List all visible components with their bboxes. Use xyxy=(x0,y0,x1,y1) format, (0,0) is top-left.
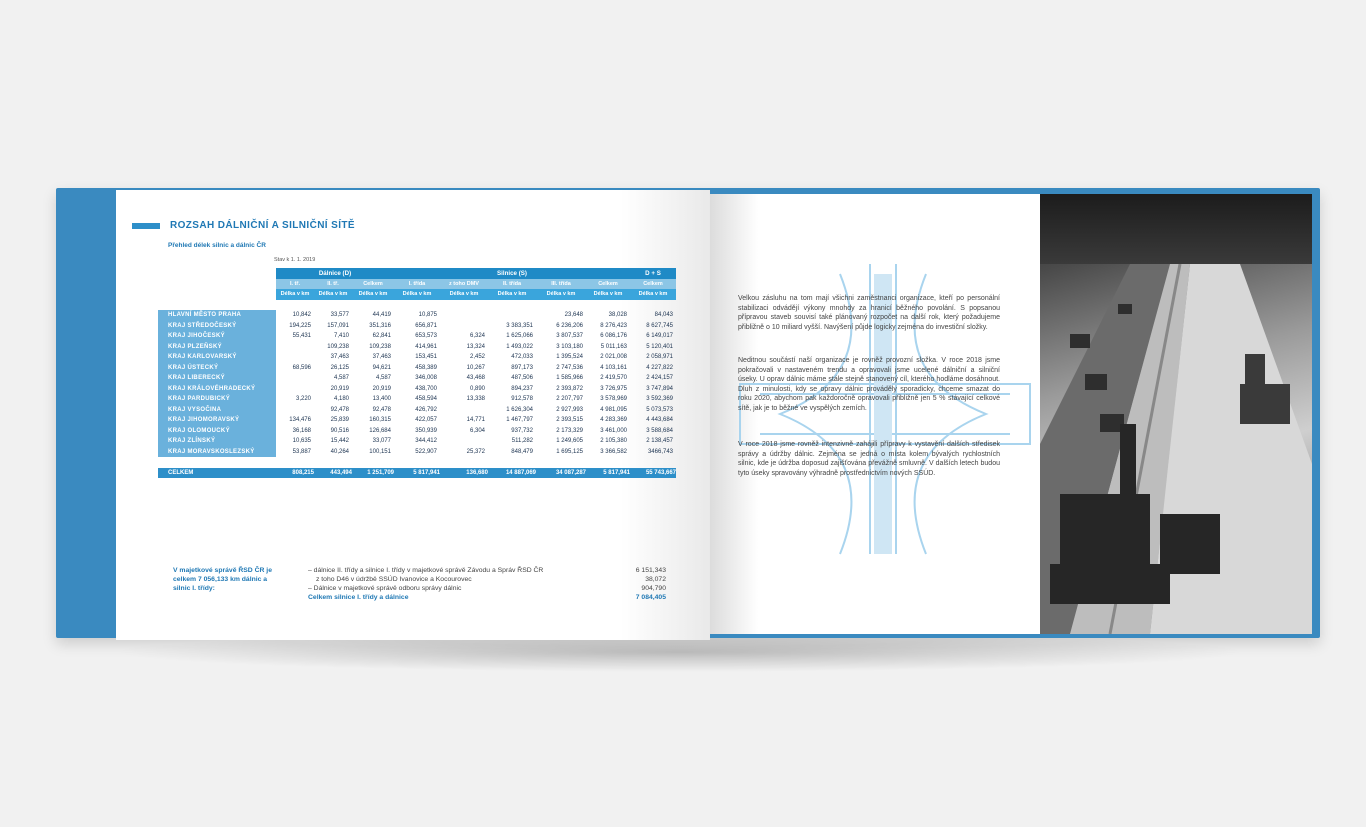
table-cell: 90,516 xyxy=(330,427,349,434)
table-row xyxy=(158,415,676,426)
table-cell: 1 493,022 xyxy=(506,343,533,350)
table-cell: 160,315 xyxy=(369,417,391,424)
table-cell: 10,842 xyxy=(292,312,311,319)
total-cell: 443,494 xyxy=(314,468,352,479)
table-cell: 3 592,369 xyxy=(646,396,673,403)
table-cell: 4 227,822 xyxy=(646,364,673,371)
table-cell: 653,573 xyxy=(415,333,437,340)
table-cell: 1 625,066 xyxy=(506,333,533,340)
group-header-silnice: Silnice (S) xyxy=(394,268,630,279)
table-cell: 511,282 xyxy=(511,438,533,445)
table-cell: 897,173 xyxy=(511,364,533,371)
section-title: ROZSAH DÁLNIČNÍ A SILNIČNÍ SÍTĚ xyxy=(170,220,355,231)
table-cell: 848,479 xyxy=(511,448,533,455)
table-cell: 37,463 xyxy=(330,354,349,361)
table-cell: 4 283,369 xyxy=(600,417,627,424)
table-cell: 2 207,797 xyxy=(556,396,583,403)
region-name: KRAJ ÚSTECKÝ xyxy=(158,363,276,374)
table-cell: 487,506 xyxy=(511,375,533,382)
unit-header: Délka v km xyxy=(394,289,440,300)
table-cell: 92,478 xyxy=(330,406,349,413)
table-cell: 1 249,605 xyxy=(556,438,583,445)
region-name: KRAJ MORAVSKOSLEZSKÝ xyxy=(158,447,276,458)
unit-header: Délka v km xyxy=(488,289,536,300)
unit-header: Délka v km xyxy=(314,289,352,300)
table-cell: 36,168 xyxy=(292,427,311,434)
table-cell: 1 467,797 xyxy=(506,417,533,424)
note-line xyxy=(308,584,666,593)
table-cell: 100,151 xyxy=(369,448,391,455)
note-text: Celkem silnice I. třídy a dálnice xyxy=(308,594,409,601)
table-cell: 426,792 xyxy=(415,406,437,413)
note-value: 38,072 xyxy=(645,576,666,583)
table-row xyxy=(158,363,676,374)
region-name: KRAJ VYSOČINA xyxy=(158,405,276,416)
region-name: KRAJ OLOMOUCKÝ xyxy=(158,426,276,437)
table-subheader-row xyxy=(158,279,676,290)
note-text: – Dálnice v majetkové správě odboru správy dálnic xyxy=(308,585,462,592)
table-row xyxy=(158,384,676,395)
table-cell xyxy=(276,352,314,363)
total-cell: 136,680 xyxy=(440,468,488,479)
table-cell: 26,125 xyxy=(330,364,349,371)
table-cell: 6 236,206 xyxy=(556,322,583,329)
table-cell: 656,871 xyxy=(415,322,437,329)
ownership-note: V majetkové správě ŘSD ČR je celkem 7 056,133 km dálnic a silnic I. třídy: xyxy=(173,567,272,592)
road-construction-photo xyxy=(1040,194,1312,634)
table-row xyxy=(158,394,676,405)
left-page xyxy=(116,190,710,640)
table-cell: 20,919 xyxy=(330,385,349,392)
table-cell: 937,732 xyxy=(511,427,533,434)
table-row xyxy=(158,426,676,437)
table-cell: 2 021,008 xyxy=(600,354,627,361)
region-name: KRAJ STŘEDOČESKÝ xyxy=(158,321,276,332)
table-cell: 3 747,894 xyxy=(646,385,673,392)
table-cell: 3466,743 xyxy=(647,448,673,455)
table-cell: 33,077 xyxy=(372,438,391,445)
table-cell: 4,180 xyxy=(333,396,349,403)
table-cell: 458,594 xyxy=(415,396,437,403)
table-cell: 8 627,745 xyxy=(646,322,673,329)
table-cell: 414,961 xyxy=(415,343,437,350)
total-cell: 1 251,709 xyxy=(352,468,394,479)
table-row xyxy=(158,352,676,363)
paragraph: Velkou zásluhu na tom mají všichni zaměstnanci organizace, kteří po personální stabilizaci odvádějí výkony mnohdy za hranicí běžného povolání. S popsanou přípravou staveb souvisí také plánovaný rozpočet na další rok, který požadujeme přibližně o 10 miliard vyšší. Navýšení půjde logicky zejména do investiční složky. xyxy=(738,295,1000,331)
section-heading xyxy=(132,220,355,231)
table-cell: 5 120,401 xyxy=(646,343,673,350)
table-cell: 8 276,423 xyxy=(600,322,627,329)
subheader: III. třída xyxy=(536,279,586,290)
table-row xyxy=(158,310,676,321)
table-cell: 422,057 xyxy=(415,417,437,424)
table-total-row xyxy=(158,468,676,479)
table-cell: 3 366,582 xyxy=(600,448,627,455)
table-cell: 344,412 xyxy=(415,438,437,445)
table-subtitle: Přehled délek silnic a dálnic ČR xyxy=(168,242,266,249)
table-cell: 37,463 xyxy=(372,354,391,361)
unit-header: Délka v km xyxy=(352,289,394,300)
table-cell: 350,939 xyxy=(415,427,437,434)
total-cell: 5 817,941 xyxy=(394,468,440,479)
table-cell: 6 149,017 xyxy=(646,333,673,340)
table-cell: 2 173,329 xyxy=(556,427,583,434)
table-cell: 40,264 xyxy=(330,448,349,455)
table-cell: 68,596 xyxy=(292,364,311,371)
subheader: I. třída xyxy=(394,279,440,290)
table-cell: 20,919 xyxy=(372,385,391,392)
table-row xyxy=(158,405,676,416)
table-cell: 4,587 xyxy=(375,375,391,382)
table-cell: 912,578 xyxy=(511,396,533,403)
total-cell: 808,215 xyxy=(276,468,314,479)
unit-header: Délka v km xyxy=(630,289,676,300)
heading-bar xyxy=(132,223,160,229)
total-cell: 14 887,069 xyxy=(488,468,536,479)
note-text: z toho D46 v údržbě SSÚD Ivanovice a Kocourovec xyxy=(316,576,472,583)
table-cell: 84,043 xyxy=(654,312,673,319)
paragraph: Neditnou součástí naší organizace je rovněž provozní složka. V roce 2018 jsme pokračovali v nastaveném trendu a opravovali jsme ucelené dálniční a silniční úseky. U oprav dálnic máme stále stejně stanovený cíl, kterého hodláme dosáhnout. Dluh z minulosti, kdy se opravy dálnic prováděly sporadicky, chceme smazat do roku 2020, abychom pak každoročně opravovali přibližně jen 5 % stávající celkové sítě, jak je to běžné ve vyspělých zemích. xyxy=(738,357,1000,412)
table-cell: 2 393,515 xyxy=(556,417,583,424)
region-name: KRAJ JIHOMORAVSKÝ xyxy=(158,415,276,426)
table-cell: 134,476 xyxy=(289,417,311,424)
table-cell: 153,451 xyxy=(415,354,437,361)
table-cell: 3 588,684 xyxy=(646,427,673,434)
table-cell: 2 393,872 xyxy=(556,385,583,392)
paragraph: V roce 2018 jsme rovněž intenzivně zahájili přípravy k vystavění dalších středisek správy a údržby dálnic. Zejména se jedná o místa kolem bývalých rychlostních silnic, kde je údržba doposud zajišťována převážně smluvně. V dalších letech budou tyto úseky spravovány výhradně prostřednictvím nových SSÚD. xyxy=(738,441,1000,477)
table-cell: 2,452 xyxy=(469,354,485,361)
region-name: KRAJ PARDUBICKÝ xyxy=(158,394,276,405)
region-name: KRAJ JIHOČESKÝ xyxy=(158,331,276,342)
subheader: II. třída xyxy=(488,279,536,290)
table-cell: 2 424,157 xyxy=(646,375,673,382)
note-line xyxy=(308,575,666,584)
table-cell: 13,324 xyxy=(466,343,485,350)
table-cell xyxy=(488,310,536,321)
table-cell: 1 695,125 xyxy=(556,448,583,455)
table-cell: 25,839 xyxy=(330,417,349,424)
table-cell: 3 807,537 xyxy=(556,333,583,340)
table-row xyxy=(158,447,676,458)
table-cell: 3,220 xyxy=(295,396,311,403)
total-label: CELKEM xyxy=(158,468,276,479)
table-cell: 1 395,524 xyxy=(556,354,583,361)
table-row xyxy=(158,373,676,384)
note-value: 7 084,405 xyxy=(635,594,666,601)
table-cell xyxy=(440,321,488,332)
state-date: Stav k 1. 1. 2019 xyxy=(274,257,316,263)
total-cell: 5 817,941 xyxy=(586,468,630,479)
table-cell: 92,478 xyxy=(372,406,391,413)
table-cell xyxy=(276,373,314,384)
table-cell: 894,237 xyxy=(511,385,533,392)
total-cell: 34 087,287 xyxy=(536,468,586,479)
table-row xyxy=(158,331,676,342)
table-cell xyxy=(276,405,314,416)
table-cell: 346,008 xyxy=(415,375,437,382)
table-cell: 38,028 xyxy=(608,312,627,319)
unit-header: Délka v km xyxy=(536,289,586,300)
region-name: KRAJ LIBERECKÝ xyxy=(158,373,276,384)
table-cell: 6,304 xyxy=(469,427,485,434)
table-cell: 2 138,457 xyxy=(646,438,673,445)
table-cell: 62,841 xyxy=(372,333,391,340)
region-name: KRAJ ZLÍNSKÝ xyxy=(158,436,276,447)
table-cell: 15,442 xyxy=(330,438,349,445)
table-cell: 14,771 xyxy=(466,417,485,424)
table-cell: 2 105,380 xyxy=(600,438,627,445)
table-cell: 25,372 xyxy=(466,448,485,455)
table-cell: 5 011,163 xyxy=(600,343,627,350)
note-text: – dálnice II. třídy a silnice I. třídy v majetkové správě Závodu a Správ ŘSD ČR xyxy=(308,567,544,574)
table-cell: 55,431 xyxy=(292,333,311,340)
table-cell xyxy=(440,436,488,447)
table-cell: 4 443,684 xyxy=(646,417,673,424)
table-cell: 3 726,975 xyxy=(600,385,627,392)
table-cell: 4,587 xyxy=(333,375,349,382)
table-cell: 351,316 xyxy=(369,322,391,329)
table-cell xyxy=(276,342,314,353)
subheader: I. tř. xyxy=(276,279,314,290)
table-cell: 3 103,180 xyxy=(556,343,583,350)
table-cell: 3 461,000 xyxy=(600,427,627,434)
table-cell: 44,419 xyxy=(372,312,391,319)
table-cell: 94,621 xyxy=(372,364,391,371)
region-name: KRAJ PLZEŇSKÝ xyxy=(158,342,276,353)
table-group-header-row xyxy=(158,268,676,279)
table-unit-row xyxy=(158,289,676,300)
table-cell: 10,635 xyxy=(292,438,311,445)
table-cell: 157,091 xyxy=(327,322,349,329)
table-cell: 33,577 xyxy=(330,312,349,319)
tree-line xyxy=(1040,194,1312,264)
total-cell: 55 743,667 xyxy=(630,468,676,479)
table-cell: 438,700 xyxy=(415,385,437,392)
table-cell: 109,238 xyxy=(369,343,391,350)
table-cell: 3 383,351 xyxy=(506,322,533,329)
table-row xyxy=(158,342,676,353)
table-cell: 5 073,573 xyxy=(646,406,673,413)
unit-header: Délka v km xyxy=(586,289,630,300)
table-cell: 43,468 xyxy=(466,375,485,382)
subheader: II. tř. xyxy=(314,279,352,290)
note-value: 904,790 xyxy=(641,585,666,592)
table-cell: 2 747,536 xyxy=(556,364,583,371)
table-cell: 10,267 xyxy=(466,364,485,371)
table-cell: 1 585,966 xyxy=(556,375,583,382)
table-cell: 109,238 xyxy=(327,343,349,350)
region-name: HLAVNÍ MĚSTO PRAHA xyxy=(158,310,276,321)
table-cell xyxy=(276,384,314,395)
unit-header: Délka v km xyxy=(440,289,488,300)
note-line-total xyxy=(308,593,666,602)
roads-table xyxy=(158,268,676,478)
table-cell: 53,887 xyxy=(292,448,311,455)
table-body xyxy=(158,310,676,457)
table-cell: 6 086,176 xyxy=(600,333,627,340)
note-line xyxy=(308,566,666,575)
table-cell: 0,890 xyxy=(469,385,485,392)
region-name: KRAJ KRÁLOVÉHRADECKÝ xyxy=(158,384,276,395)
table-cell: 13,338 xyxy=(466,396,485,403)
table-cell: 126,684 xyxy=(369,427,391,434)
unit-header: Délka v km xyxy=(276,289,314,300)
right-page xyxy=(710,194,1312,634)
table-cell: 23,648 xyxy=(564,312,583,319)
region-name: KRAJ KARLOVARSKÝ xyxy=(158,352,276,363)
table-cell: 1 626,304 xyxy=(506,406,533,413)
table-cell: 13,400 xyxy=(372,396,391,403)
table-cell: 6,324 xyxy=(469,333,485,340)
group-header-ds: D + S xyxy=(630,268,676,279)
subheader: Celkem xyxy=(352,279,394,290)
ownership-breakdown xyxy=(308,566,666,602)
table-cell: 458,389 xyxy=(415,364,437,371)
table-row xyxy=(158,321,676,332)
table-cell: 7,410 xyxy=(333,333,349,340)
table-cell: 522,907 xyxy=(415,448,437,455)
note-value: 6 151,343 xyxy=(635,567,666,574)
table-cell: 2 419,570 xyxy=(600,375,627,382)
table-row xyxy=(158,436,676,447)
table-cell xyxy=(440,405,488,416)
table-cell: 194,225 xyxy=(289,322,311,329)
table-cell: 3 578,969 xyxy=(600,396,627,403)
table-cell: 472,033 xyxy=(511,354,533,361)
subheader: Celkem xyxy=(630,279,676,290)
subheader: Celkem xyxy=(586,279,630,290)
table-cell: 2 927,993 xyxy=(556,406,583,413)
table-cell: 4 103,161 xyxy=(600,364,627,371)
table-cell: 2 058,971 xyxy=(646,354,673,361)
table-cell: 10,875 xyxy=(418,312,437,319)
highway-scene xyxy=(1040,264,1312,634)
table-cell xyxy=(440,310,488,321)
group-header-dalnice: Dálnice (D) xyxy=(276,268,394,279)
table-cell: 4 981,095 xyxy=(600,406,627,413)
subheader: z toho DMV xyxy=(440,279,488,290)
